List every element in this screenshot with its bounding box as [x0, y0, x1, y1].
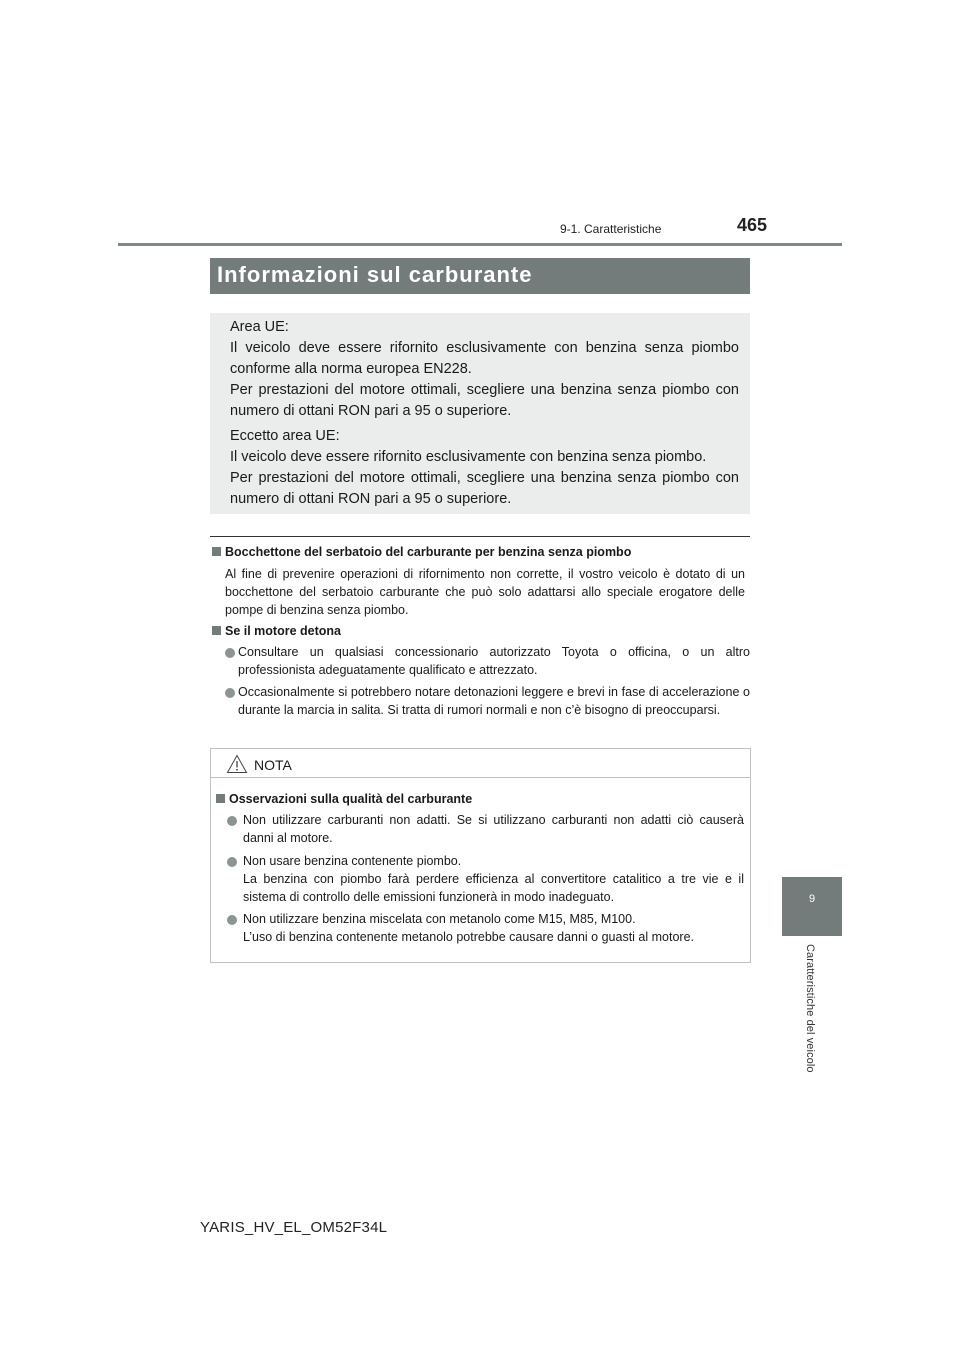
circle-bullet-icon [227, 857, 237, 867]
circle-bullet-icon [225, 648, 235, 658]
nota-bullet-2 [243, 852, 744, 906]
circle-bullet-icon [227, 816, 237, 826]
nota-bullet-2-line-1: Non usare benzina contenente piombo. [243, 854, 462, 868]
separator-rule [210, 536, 750, 537]
info-eu-line-2: Per prestazioni del motore ottimali, scegliere una benzina senza piombo con numero di ottani RON pari a 95 o superiore. [230, 382, 739, 419]
circle-bullet-icon [225, 688, 235, 698]
warning-triangle-icon [226, 754, 248, 774]
info-paragraph-eu [230, 317, 739, 422]
heading-nota-qualita: Osservazioni sulla qualità del carburante [216, 792, 472, 806]
info-eu-label: Area UE: [230, 319, 289, 335]
nota-bullet-2-line-2: La benzina con piombo farà perdere efficienza al convertitore catalitico a tre vie e il sistema di controllo delle emissioni funzionerà in modo inadeguato. [243, 872, 744, 904]
paragraph-bocchettone: Al fine di prevenire operazioni di rifornimento non corrette, il vostro veicolo è dotato di un bocchettone del serbatoio carburante che può solo adattarsi allo speciale erogatore delle pompe di benzina senza piombo. [225, 567, 745, 617]
info-non-eu-label: Eccetto area UE: [230, 428, 340, 444]
page-number: 465 [737, 215, 768, 235]
info-eu-line-1: Il veicolo deve essere rifornito esclusivamente con benzina senza piombo conforme alla norma europea EN228. [230, 340, 739, 377]
section-title: Informazioni sul carburante [217, 262, 533, 287]
nota-title: NOTA [254, 757, 292, 773]
bullet-detona-2: Occasionalmente si potrebbero notare detonazioni leggere e brevi in fase di accelerazione o durante la marcia in salita. Si tratta di rumori normali e non c’è bisogno di preoccuparsi. [238, 685, 750, 717]
circle-bullet-icon [227, 915, 237, 925]
nota-bullet-3-line-1: Non utilizzare benzina miscelata con metanolo come M15, M85, M100. [243, 912, 636, 926]
chapter-number: 9 [808, 893, 816, 905]
square-bullet-icon [212, 547, 221, 556]
nota-bullet-1: Non utilizzare carburanti non adatti. Se si utilizzano carburanti non adatti ciò causerà danni al motore. [243, 813, 744, 845]
section-title-bar [210, 258, 750, 294]
nota-header-rule [211, 777, 750, 778]
fuel-info-box [210, 313, 750, 514]
heading-bocchettone: Bocchettone del serbatoio del carburante per benzina senza piombo [212, 545, 631, 559]
document-code: YARIS_HV_EL_OM52F34L [200, 1219, 388, 1236]
heading-detona: Se il motore detona [212, 624, 341, 638]
header-section-label: 9-1. Caratteristiche [560, 222, 662, 236]
chapter-title-vertical: Caratteristiche del veicolo [804, 944, 816, 1073]
chapter-tab [782, 877, 842, 936]
info-non-eu-line-1: Il veicolo deve essere rifornito esclusivamente con benzina senza piombo. [230, 449, 707, 465]
nota-bullet-3 [243, 910, 744, 946]
nota-bullet-3-line-2: L’uso di benzina contenente metanolo potrebbe causare danni o guasti al motore. [243, 930, 695, 944]
square-bullet-icon [212, 626, 221, 635]
info-non-eu-line-2: Per prestazioni del motore ottimali, scegliere una benzina senza piombo con numero di ottani RON pari a 95 o superiore. [230, 470, 739, 507]
bullet-detona-1: Consultare un qualsiasi concessionario autorizzato Toyota o officina, o un altro professionista adeguatamente qualificato e attrezzato. [238, 645, 750, 677]
header-rule [118, 243, 842, 246]
info-paragraph-non-eu [230, 426, 739, 510]
square-bullet-icon [216, 794, 225, 803]
